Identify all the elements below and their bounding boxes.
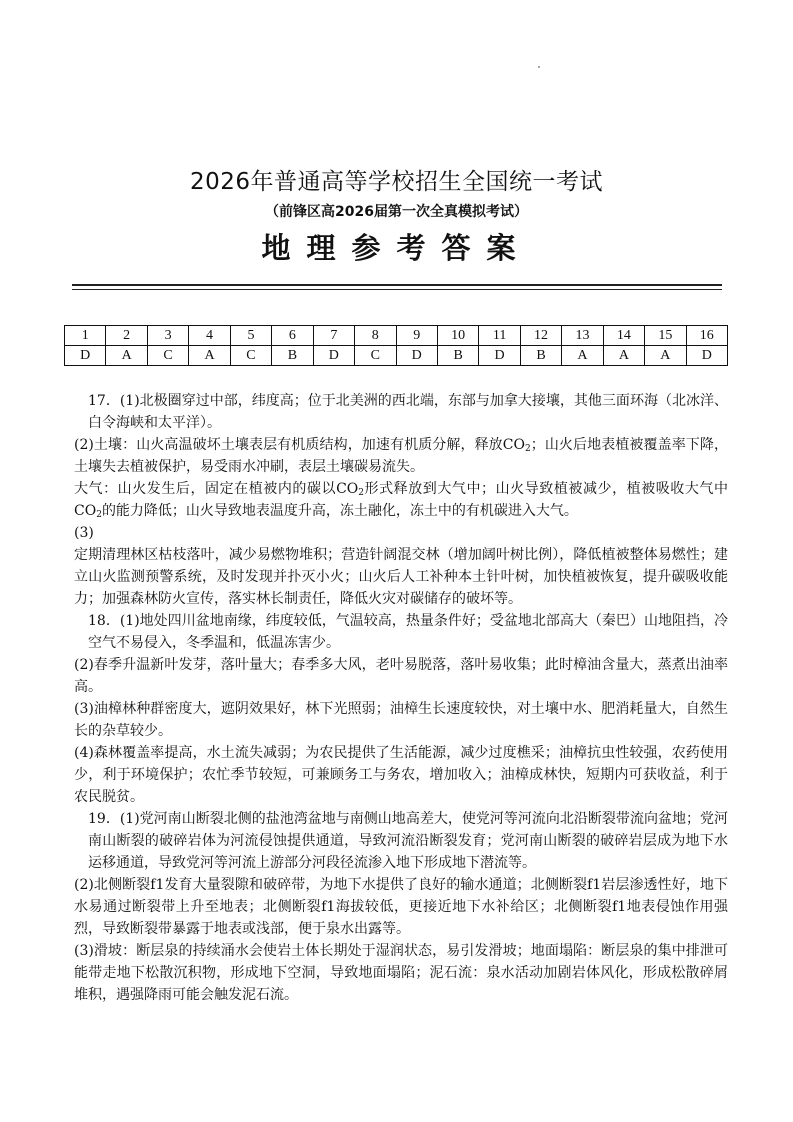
question-number: 7: [313, 326, 354, 346]
subscript-2: 2: [96, 510, 102, 520]
question-number: 6: [272, 326, 313, 346]
question-number: 1: [65, 326, 106, 346]
answer-letter: B: [272, 346, 313, 366]
answer-explanations: [74, 390, 728, 1006]
question-number: 11: [479, 326, 520, 346]
q17-atmo-text-a: 大气：山火发生后，固定在植被内的碳以CO: [74, 481, 359, 497]
question-number: 5: [230, 326, 271, 346]
answer-letter: D: [313, 346, 354, 366]
divider-thick: [72, 284, 722, 286]
page-heading: 地理参考答案: [261, 231, 532, 265]
question-number-row: [65, 326, 728, 346]
q17-part2-atmosphere: [74, 478, 728, 522]
answer-table: [64, 325, 728, 366]
answer-letter: C: [147, 346, 188, 366]
answer-letter: A: [645, 346, 686, 366]
answer-letter: D: [686, 346, 727, 366]
answer-letter: A: [106, 346, 147, 366]
q18-part1: 18．(1)地处四川盆地南缘，纬度较低，气温较高，热量条件好；受盆地北部高大（秦巴）山地阻挡，冷空气不易侵入，冬季温和，低温冻害少。: [88, 613, 728, 651]
q17-part2-text-a: (2)土壤：山火高温破坏土壤表层有机质结构，加速有机质分解，释放CO: [74, 437, 525, 453]
answer-letter: D: [65, 346, 106, 366]
question-number: 9: [396, 326, 437, 346]
question-number: 15: [645, 326, 686, 346]
q18-part4: (4)森林覆盖率提高，水土流失减弱；为农民提供了生活能源，减少过度樵采；油樟抗虫性较强，农药使用少，利于环境保护；农忙季节较短，可兼顾务工与务农，增加收入；油樟成林快，短期内可获收益，利于农民脱贫。: [74, 745, 728, 805]
answer-letter: A: [603, 346, 644, 366]
question-number: 3: [147, 326, 188, 346]
answer-row: [65, 346, 728, 366]
q17-part1: 17．(1)北极圈穿过中部，纬度高；位于北美洲的西北端，东部与加拿大接壤，其他三面环海（北冰洋、白令海峡和太平洋）。: [88, 393, 728, 431]
exam-subtitle: （前锋区高2026届第一次全真模拟考试）: [265, 204, 528, 220]
question-number: 14: [603, 326, 644, 346]
scan-speck: [538, 66, 540, 68]
q19-part2: (2)北侧断裂f1发育大量裂隙和破碎带，为地下水提供了良好的输水通道；北侧断裂f1岩层渗透性好，地下水易通过断裂带上升至地表；北侧断裂f1海拔较低，更接近地下水补给区；北侧断裂f1地表侵蚀作用强烈，导致断裂带暴露于地表或浅部，便于泉水出露等。: [74, 877, 728, 937]
q18-part3: (3)油樟林种群密度大，遮阴效果好，林下光照弱；油樟生长速度较快，对土壤中水、肥消耗量大，自然生长的杂草较少。: [74, 701, 728, 739]
question-number: 4: [189, 326, 230, 346]
question-number: 13: [562, 326, 603, 346]
question-number: 12: [520, 326, 561, 346]
q17-part2-text-b: ；山火后地表植被覆盖率下降，土壤失去植被保护，易受雨水冲刷，表层土壤碳易流失。: [74, 437, 728, 475]
question-number: 8: [355, 326, 396, 346]
question-number: 10: [437, 326, 478, 346]
subscript-2: 2: [358, 488, 364, 498]
q17-part2: [74, 434, 728, 478]
exam-title: 2026年普通高等学校招生全国统一考试: [189, 169, 604, 195]
answer-letter: D: [479, 346, 520, 366]
q19-part1: 19．(1)党河南山断裂北侧的盐池湾盆地与南侧山地高差大，使党河等河流向北沿断裂带流向盆地；党河南山断裂的破碎岩体为河流侵蚀提供通道，导致河流沿断裂发育；党河南山断裂的破碎岩层成为地下水运移通道，导致党河等河流上游部分河段径流渗入地下形成地下潜流等。: [88, 811, 728, 871]
q17-part3-label: (3): [74, 525, 94, 541]
answer-letter: B: [437, 346, 478, 366]
answer-letter: D: [396, 346, 437, 366]
question-number: 2: [106, 326, 147, 346]
subscript-2: 2: [524, 444, 531, 454]
q17-part3: 定期清理林区枯枝落叶，减少易燃物堆积；营造针阔混交林（增加阔叶树比例），降低植被整体易燃性；建立山火监测预警系统，及时发现并扑灭小火；山火后人工补种本土针叶树，加快植被恢复，提升碳吸收能力；加强森林防火宣传，落实林长制责任，降低火灾对碳储存的破坏等。: [74, 547, 728, 607]
q19-part3: (3)滑坡：断层泉的持续涌水会使岩土体长期处于湿润状态，易引发滑坡；地面塌陷：断层泉的集中排泄可能带走地下松散沉积物，形成地下空洞，导致地面塌陷；泥石流：泉水活动加剧岩体风化，形成松散碎屑堆积，遇强降雨可能会触发泥石流。: [74, 943, 728, 1003]
divider-thin: [72, 289, 722, 290]
answer-letter: C: [355, 346, 396, 366]
answer-letter: A: [562, 346, 603, 366]
question-number: 16: [686, 326, 727, 346]
q17-atmo-text-c: 的能力降低；山火导致地表温度升高，冻土融化，冻土中的有机碳进入大气。: [101, 503, 578, 519]
q17-atmo-text-b: 形式释放到大气中；山火导致植被减少，植被吸收大气中CO: [74, 481, 728, 519]
answer-letter: A: [189, 346, 230, 366]
answer-letter: B: [520, 346, 561, 366]
q18-part2: (2)春季升温新叶发芽，落叶量大；春季多大风，老叶易脱落，落叶易收集；此时樟油含量大，蒸煮出油率高。: [74, 657, 728, 695]
answer-letter: C: [230, 346, 271, 366]
